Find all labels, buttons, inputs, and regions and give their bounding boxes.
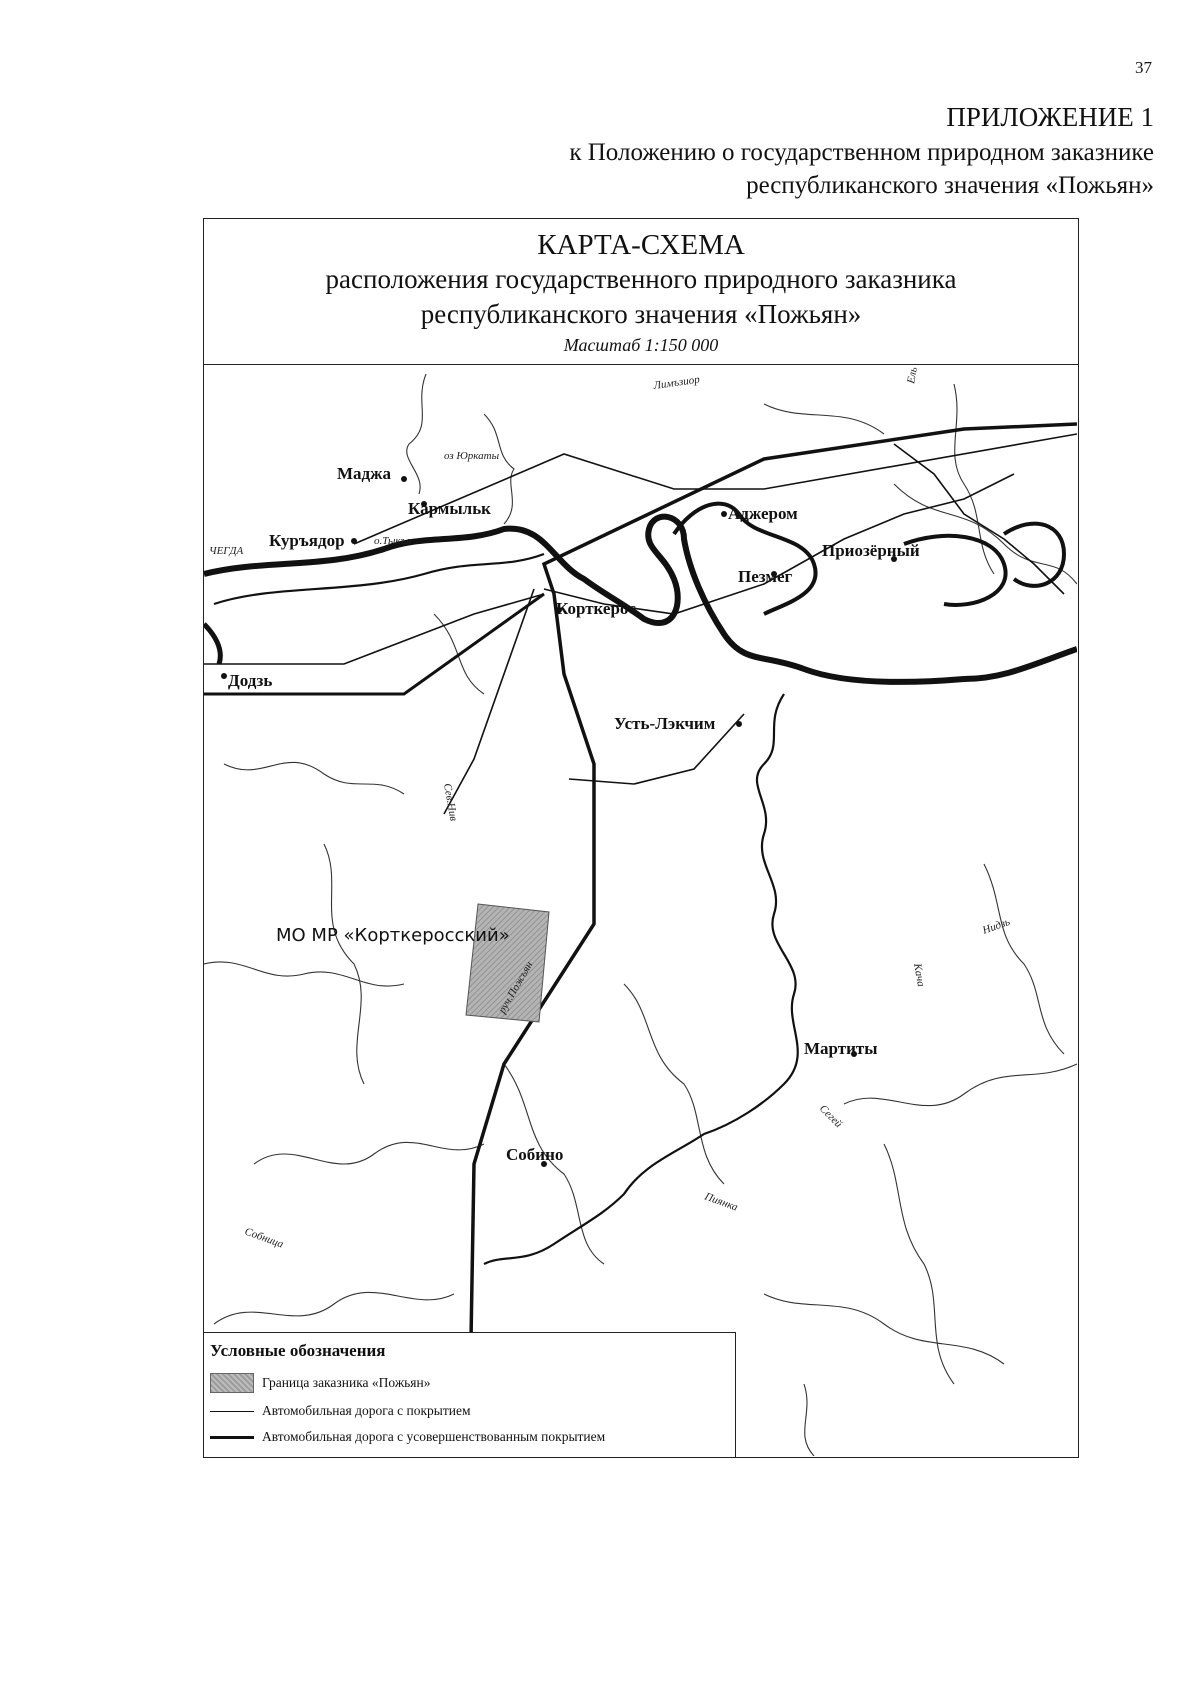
legend-item-improved-road	[210, 1427, 605, 1447]
map-frame	[203, 218, 1079, 1458]
appendix-line-2: республиканского значения «Пожьян»	[746, 171, 1154, 199]
appendix-heading: ПРИЛОЖЕНИЕ 1	[946, 102, 1154, 132]
label-kacha: Кача	[911, 962, 927, 988]
label-district: МО МР «Корткеросский»	[276, 925, 510, 946]
roads-paved	[204, 434, 1077, 814]
map-legend	[204, 1332, 736, 1457]
map-title: КАРТА-СХЕМА	[537, 229, 745, 261]
legend-item-reserve	[210, 1373, 431, 1393]
map-canvas	[204, 364, 1077, 1456]
label-madzha: Маджа	[337, 464, 391, 483]
legend-label-paved-road: Автомобильная дорога с покрытием	[262, 1403, 471, 1418]
label-kortkeros: Корткерос	[556, 599, 636, 618]
thin-line-icon	[210, 1411, 254, 1412]
legend-title: Условные обозначения	[210, 1341, 386, 1360]
label-el: Ель	[905, 366, 920, 385]
label-priozerny: Приозёрный	[822, 541, 920, 560]
legend-item-paved-road	[210, 1401, 471, 1421]
label-nidz: Нидзь	[980, 915, 1012, 937]
map-subtitle-line-2: республиканского значения «Пожьян»	[420, 299, 862, 330]
label-dodz: Додзь	[228, 671, 273, 690]
label-sobnitsa: Собница	[242, 1225, 286, 1251]
thick-line-icon	[210, 1436, 254, 1439]
label-pezmeg: Пезмег	[738, 567, 793, 586]
label-limzior: Лимъзиор	[652, 373, 701, 392]
label-ruch-pozhyan: руч.Пожъян	[496, 959, 536, 1016]
map-scale: Масштаб 1:150 000	[563, 334, 719, 355]
label-segey: Сегей	[816, 1102, 845, 1131]
reserve-swatch-icon	[210, 1373, 254, 1393]
appendix-line-1: к Положению о государственном природном заказнике	[569, 138, 1154, 166]
label-chegda: ЧЕГДА	[209, 545, 244, 557]
label-kuryador: Куръядор	[269, 531, 345, 550]
label-ust-lekchim: Усть-Лэкчим	[614, 714, 716, 733]
map-title-box	[204, 219, 1078, 365]
label-piyanka: Пиянка	[702, 1190, 740, 1214]
page-number: 37	[1135, 58, 1152, 77]
label-lake-yurkaty: оз Юркаты	[444, 450, 500, 462]
legend-label-improved-road: Автомобильная дорога с усовершенствованным покрытием	[262, 1429, 606, 1444]
legend-label-reserve: Граница заказника «Пожьян»	[262, 1375, 431, 1390]
label-adzherom: Аджером	[728, 504, 798, 523]
label-sev-niv: Сев.Нив	[441, 782, 460, 822]
map-subtitle-line-1: расположения государственного природного заказника	[325, 264, 957, 295]
appendix-header	[569, 100, 1154, 202]
label-tykya: о.Тыкъя	[374, 535, 412, 547]
label-martity: Мартиты	[804, 1039, 878, 1058]
label-karmylk: Кармыльк	[408, 499, 491, 518]
label-sobino: Собино	[506, 1145, 564, 1164]
